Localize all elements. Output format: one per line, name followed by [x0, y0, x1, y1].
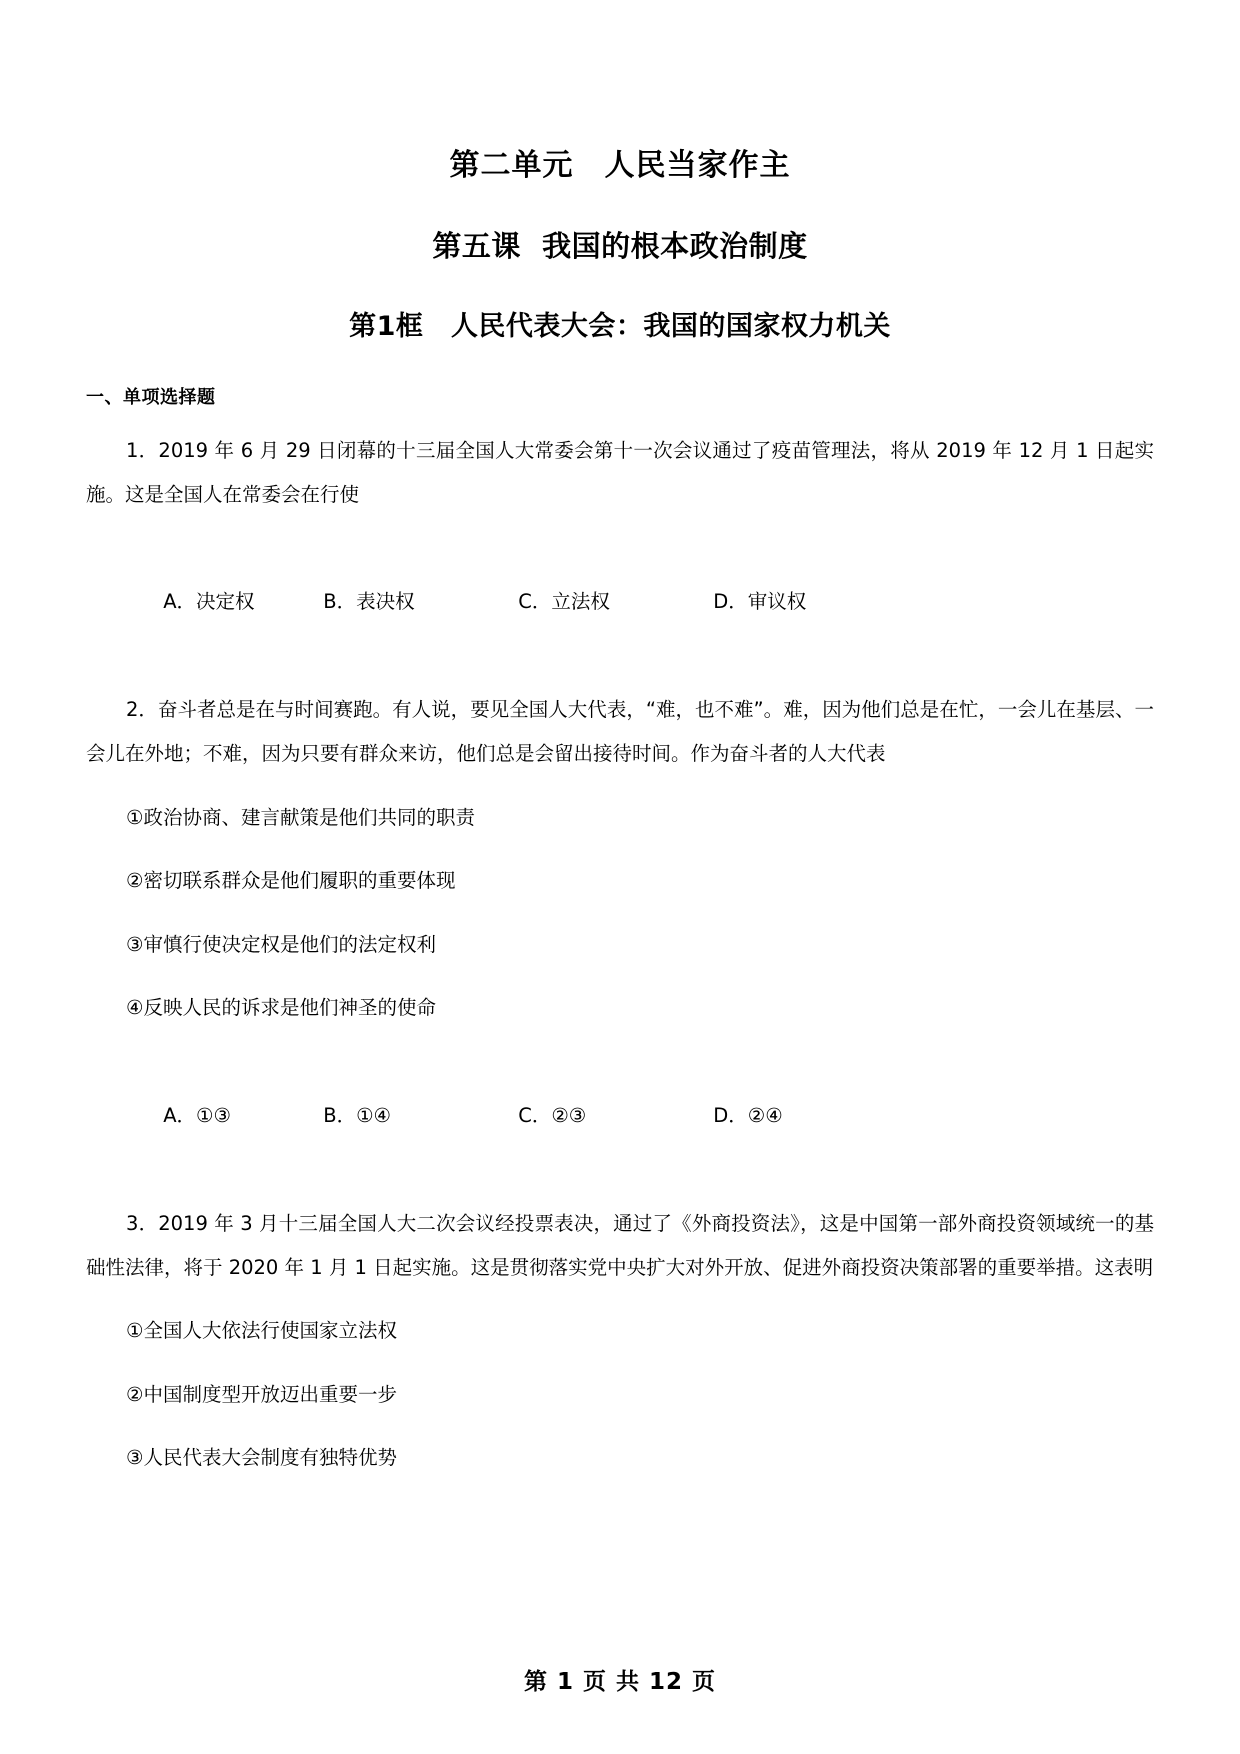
statement-item: ①全国人大依法行使国家立法权	[126, 1319, 397, 1343]
question-choices	[86, 536, 1154, 668]
choice-option-c[interactable]: C．②③	[518, 1103, 587, 1127]
lesson-heading: 第五课 我国的根本政治制度	[432, 229, 808, 263]
statement-item: ②中国制度型开放迈出重要一步	[126, 1382, 397, 1406]
statement-item: ④反映人民的诉求是他们神圣的使命	[126, 996, 436, 1020]
statement-item: ③人民代表大会制度有独特优势	[126, 1446, 397, 1470]
choice-option-b[interactable]: B．①④	[323, 1103, 392, 1127]
unit-heading: 第二单元 人民当家作主	[449, 148, 791, 183]
question-stem: 1．2019 年 6 月 29 日闭幕的十三届全国人大常委会第十一次会议通过了疫苗管理法，将从 2019 年 12 月 1 日起实施。这是全国人在常委会在行使	[86, 438, 1154, 506]
question-stem: 2．奋斗者总是在与时间赛跑。有人说，要见全国人大代表，“难，也不难”。难，因为他们总是在忙，一会儿在基层、一会儿在外地；不难，因为只要有群众来访，他们总是会留出接待时间。作为奋斗者的人大代表	[86, 698, 1154, 766]
frame-heading: 第1框 人民代表大会：我国的国家权力机关	[349, 310, 891, 342]
question-stem: 3．2019 年 3 月十三届全国人大二次会议经投票表决，通过了《外商投资法》，这是中国第一部外商投资领域统一的基础性法律，将于 2020 年 1 月 1 日起实施。这是贯彻落实党中央扩大对外开放、促进外商投资决策部署的重要举措。这表明	[86, 1211, 1154, 1279]
choice-option-d[interactable]: D．审议权	[713, 590, 807, 614]
choice-option-d[interactable]: D．②④	[713, 1103, 783, 1127]
statement-item: ①政治协商、建言献策是他们共同的职责	[126, 805, 475, 829]
choice-option-c[interactable]: C．立法权	[518, 590, 610, 614]
choice-option-a[interactable]: A．决定权	[163, 590, 255, 614]
statement-item: ②密切联系群众是他们履职的重要体现	[126, 869, 456, 893]
question-choices	[86, 1050, 1154, 1182]
section-label-multiple-choice: 一、单项选择题	[86, 387, 216, 409]
statement-item: ③审慎行使决定权是他们的法定权利	[126, 932, 436, 956]
page-content	[86, 0, 1154, 1500]
choice-option-b[interactable]: B．表决权	[323, 590, 415, 614]
choice-option-a[interactable]: A．①③	[163, 1103, 232, 1127]
page-footer: 第 1 页 共 12 页	[523, 1669, 717, 1695]
